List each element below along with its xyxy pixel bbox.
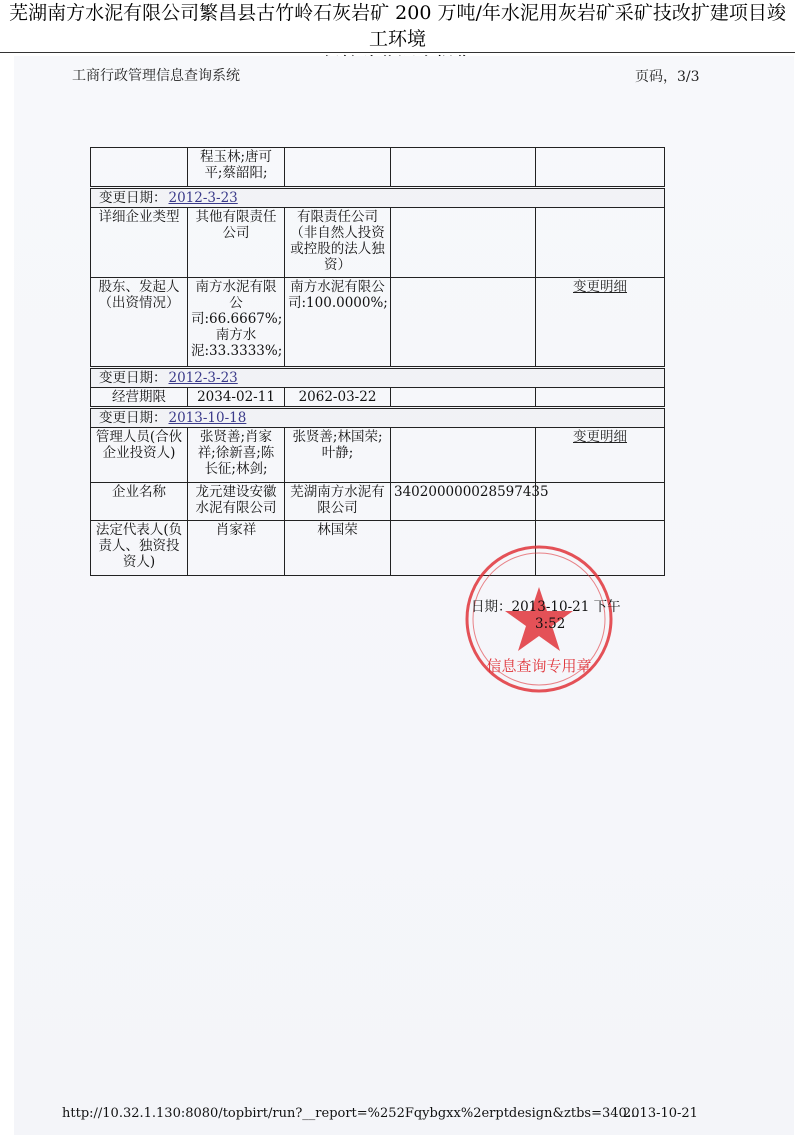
- cell-code: [391, 208, 536, 278]
- timestamp-time: 3:52: [535, 616, 566, 632]
- cell-code: 340200000028597435: [391, 483, 536, 521]
- table-row: [91, 388, 665, 408]
- change-date-label: 变更日期：: [99, 190, 167, 206]
- timestamp-value: 2013-10-21 下午: [511, 599, 621, 615]
- cell-link: [536, 483, 665, 521]
- cell-after: 2062-03-22: [285, 388, 391, 408]
- cell-after: 南方水泥有限公司:100.0000%;: [285, 278, 391, 368]
- table-row: [91, 208, 665, 278]
- change-date-value: 2012-3-23: [168, 370, 238, 386]
- table-row: [91, 428, 665, 483]
- cell-label: 法定代表人(负责人、独资投资人): [91, 521, 188, 576]
- cell-after: 林国荣: [285, 521, 391, 576]
- cell-label: 经营期限: [91, 388, 188, 408]
- page-number: 页码，3/3: [635, 69, 700, 85]
- change-detail-link[interactable]: 变更明细: [573, 279, 627, 295]
- cell-before: 2034-02-11: [188, 388, 285, 408]
- change-detail-link[interactable]: 变更明细: [573, 429, 627, 445]
- cell-before: 其他有限责任公司: [188, 208, 285, 278]
- cell-before: 南方水泥有限公司:66.6667%;南方水泥:33.3333%;: [188, 278, 285, 368]
- cell-code: [391, 278, 536, 368]
- cell-code: [391, 428, 536, 483]
- cell-after: 芜湖南方水泥有限公司: [285, 483, 391, 521]
- change-date-row: [91, 408, 665, 428]
- cell-link: [536, 278, 665, 368]
- query-timestamp: [471, 599, 661, 633]
- table-row: [91, 148, 665, 188]
- timestamp-label: 日期：: [471, 599, 512, 615]
- change-record-table: [90, 147, 665, 576]
- cell-link: [536, 208, 665, 278]
- cell-before: 龙元建设安徽水泥有限公司: [188, 483, 285, 521]
- change-date-label: 变更日期：: [99, 370, 167, 386]
- cell-code: [391, 388, 536, 408]
- change-date-value: 2012-3-23: [168, 190, 238, 206]
- table-row: [91, 278, 665, 368]
- cell-after: 张贤善;林国荣;叶静;: [285, 428, 391, 483]
- change-date-value: 2013-10-18: [168, 410, 247, 426]
- footer-url: http://10.32.1.130:8080/topbirt/run?__report=%252Fqybgxx%2erptdesign&ztbs=340...: [62, 1106, 640, 1121]
- change-date-row: [91, 368, 665, 388]
- cell-before: 张贤善;肖家祥;徐新喜;陈长征;林剑;: [188, 428, 285, 483]
- footer-date: 2013-10-21: [623, 1106, 698, 1121]
- cell-link: [536, 388, 665, 408]
- cell-label: 企业名称: [91, 483, 188, 521]
- stamp-text: 信息查询专用章: [486, 657, 592, 675]
- change-date-row: [91, 188, 665, 208]
- cell-label: 详细企业类型: [91, 208, 188, 278]
- change-date-label: 变更日期：: [99, 410, 167, 426]
- cell-link: [536, 428, 665, 483]
- cell-after: 有限责任公司（非自然人投资或控股的法人独资）: [285, 208, 391, 278]
- cell-label: 股东、发起人（出资情况）: [91, 278, 188, 368]
- document-title-line1: 芜湖南方水泥有限公司繁昌县古竹岭石灰岩矿 200 万吨/年水泥用灰岩矿采矿技改扩建项目竣工环境: [9, 2, 786, 50]
- title-underline: [0, 52, 795, 53]
- cell-before: 肖家祥: [188, 521, 285, 576]
- table-row: [91, 483, 665, 521]
- cell-label: 管理人员(合伙企业投资人): [91, 428, 188, 483]
- cell-before: 程玉林;唐可平;蔡韶阳;: [188, 148, 285, 188]
- system-name: 工商行政管理信息查询系统: [72, 68, 240, 84]
